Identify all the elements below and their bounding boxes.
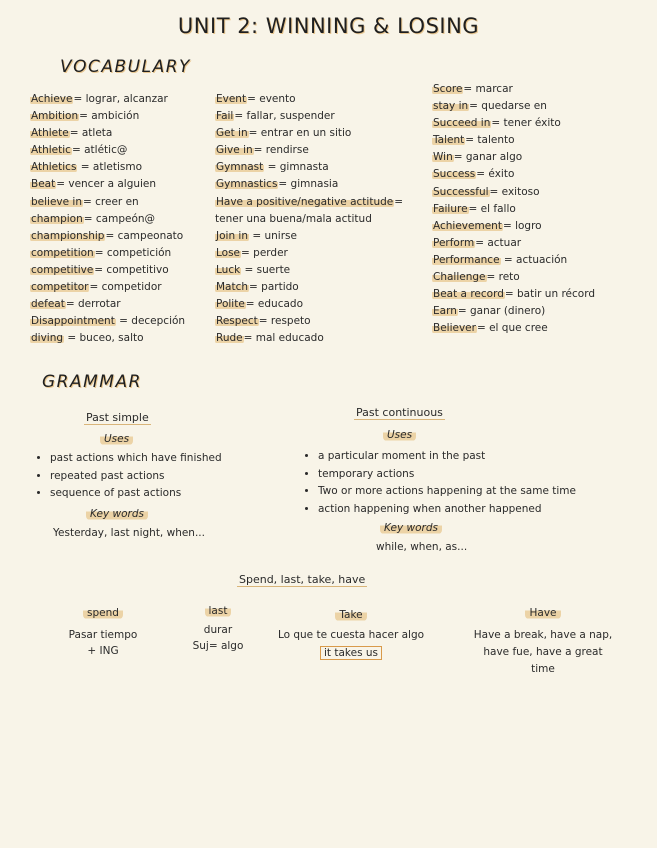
verb-have-line2: have fue, have a great time (483, 646, 603, 675)
vocab-definition: = suerte (241, 263, 291, 276)
past-continuous-key-words-label: Key words (380, 522, 442, 534)
vocab-item (432, 269, 595, 286)
vocab-definition: = lograr, alcanzar (73, 93, 168, 105)
vocab-term: Beat (31, 178, 56, 191)
vocab-term: Failure (433, 202, 468, 215)
past-continuous-uses-label: Uses (383, 429, 416, 441)
list-item: • repeated past actions (50, 468, 222, 486)
past-simple-uses-list (32, 450, 222, 503)
list-item: • action happening when another happened (318, 501, 576, 519)
vocab-term: Succeed in (433, 117, 491, 130)
vocab-item (30, 211, 185, 228)
list-item: • sequence of past actions (50, 485, 222, 503)
vocab-item (432, 252, 595, 269)
vocab-item (215, 245, 403, 262)
vocab-term: Believer (433, 322, 476, 335)
vocab-definition: = ambición (79, 110, 140, 123)
past-simple-title: Past simple (86, 411, 149, 424)
verbs-heading (237, 573, 367, 586)
list-item: • a particular moment in the past (318, 448, 576, 466)
vocab-item (30, 330, 185, 347)
vocab-item (215, 296, 403, 313)
verb-have-label: Have (525, 607, 560, 619)
vocab-item (432, 132, 595, 149)
vocab-term: Achieve (31, 93, 73, 105)
vocab-item (432, 98, 595, 115)
vocab-item (432, 201, 595, 218)
vocab-definition: = exitoso (489, 185, 540, 198)
vocab-item (215, 91, 403, 108)
vocab-term: competitive (31, 263, 94, 276)
vocab-definition: = gimnasia (278, 178, 339, 191)
vocab-item (215, 330, 403, 347)
verb-take-line1: Lo que te cuesta hacer algo (277, 629, 425, 641)
vocab-item (30, 279, 185, 296)
vocab-term: Polite (216, 298, 245, 311)
vocab-item (30, 228, 185, 245)
vocab-item (215, 279, 403, 296)
vocab-term: Fail (216, 110, 234, 123)
vocab-term: defeat (31, 298, 65, 311)
past-continuous-key-words: while, when, as... (376, 541, 468, 553)
vocab-item (215, 142, 403, 159)
verb-last-line1: durar (203, 624, 233, 636)
vocab-term: Beat a record (433, 288, 504, 301)
vocab-definition: tener una buena/mala actitud (215, 212, 372, 225)
vocab-item (432, 303, 595, 320)
vocab-item (215, 125, 403, 142)
vocab-definition: = partido (249, 281, 299, 294)
past-continuous-heading (354, 406, 445, 419)
vocab-definition: = campeón@ (83, 212, 156, 225)
vocab-definition: = competitivo (94, 263, 169, 276)
vocab-term: Ambition (31, 110, 79, 123)
vocab-definition: = atletismo (77, 161, 142, 174)
vocab-item (215, 176, 403, 193)
vocab-definition: = ganar (dinero) (457, 305, 546, 318)
vocab-term: Challenge (433, 271, 486, 284)
vocab-definition: = gimnasta (264, 161, 329, 174)
vocab-item (432, 184, 595, 201)
vocab-item (215, 211, 403, 228)
vocab-term: Athletics (31, 161, 77, 174)
list-item: • temporary actions (318, 466, 576, 484)
vocab-term: competitor (31, 281, 89, 294)
vocab-term: Gymnastics (216, 178, 278, 191)
vocab-definition: = entrar en un sitio (248, 127, 352, 140)
vocab-term: stay in (433, 100, 469, 113)
vocab-definition: = vencer a alguien (56, 178, 157, 191)
vocab-term: competition (31, 246, 94, 259)
past-simple-key-words: Yesterday, last night, when... (53, 527, 205, 539)
vocab-term: Give in (216, 144, 253, 157)
vocab-item (432, 115, 595, 132)
vocab-term: Get in (216, 127, 248, 140)
vocab-item (432, 218, 595, 235)
vocab-column-2 (215, 91, 403, 347)
verb-have-line1: Have a break, have a nap, (473, 629, 613, 641)
list-item: • past actions which have finished (50, 450, 222, 468)
vocab-definition: = respeto (258, 315, 311, 328)
vocab-definition: = actuar (475, 236, 522, 249)
vocab-item (30, 108, 185, 125)
vocab-item (432, 235, 595, 252)
vocab-item (432, 149, 595, 166)
vocab-column-1 (30, 91, 185, 347)
past-continuous-uses-list (300, 448, 576, 518)
vocab-item (30, 91, 185, 108)
vocab-term: Match (216, 281, 249, 294)
vocab-definition: = logro (502, 219, 542, 232)
vocab-item (30, 313, 185, 330)
vocab-term: Athlete (31, 127, 69, 140)
verb-spend-line1: Pasar tiempo (68, 629, 138, 641)
vocab-term: championship (31, 229, 105, 242)
vocab-definition: = creer en (83, 195, 139, 208)
vocab-item (215, 262, 403, 279)
vocab-term: Success (433, 168, 476, 181)
vocab-definition: = el que cree (476, 322, 548, 335)
vocab-term: Win (433, 151, 453, 164)
page-title: UNIT 2: WINNING & LOSING (177, 14, 480, 38)
vocab-item (432, 81, 595, 98)
vocab-item (30, 296, 185, 313)
vocab-definition: = atlétic@ (71, 144, 128, 157)
vocab-definition: = rendirse (253, 144, 309, 157)
vocab-term: Respect (216, 315, 258, 328)
vocab-term: Have a positive/negative actitude (216, 195, 394, 208)
vocab-term: Achievement (433, 219, 502, 232)
vocab-term: Score (433, 83, 463, 95)
vocab-item (30, 262, 185, 279)
vocab-definition: = éxito (476, 168, 515, 181)
vocab-item (215, 194, 403, 211)
vocab-definition: = quedarse en (469, 100, 547, 113)
vocab-item (432, 320, 595, 337)
vocab-term: Gymnast (216, 161, 264, 174)
past-simple-key-words-label: Key words (86, 508, 148, 520)
vocab-term: champion (31, 212, 83, 225)
vocab-term: Perform (433, 236, 475, 249)
vocab-definition: = (394, 195, 404, 208)
vocab-term: Disappointment (31, 315, 115, 328)
vocab-definition: = talento (465, 134, 515, 147)
vocab-definition: = competidor (89, 281, 162, 294)
verb-last-block (180, 605, 256, 654)
verb-last-line2: Suj= algo (192, 640, 244, 652)
vocab-term: diving (31, 332, 64, 345)
vocab-definition: = ganar algo (453, 151, 523, 164)
verb-spend-block (55, 607, 151, 659)
past-simple-heading (84, 411, 151, 424)
vocab-item (30, 194, 185, 211)
vocab-item (30, 125, 185, 142)
verbs-title: Spend, last, take, have (239, 573, 366, 586)
vocab-item (432, 166, 595, 183)
vocab-definition: = marcar (463, 83, 513, 95)
vocab-item (432, 286, 595, 303)
verb-take-block (275, 609, 427, 662)
vocab-item (30, 159, 185, 176)
verb-last-label: last (205, 605, 232, 617)
vocab-term: Earn (433, 305, 457, 318)
vocab-definition: = campeonato (105, 229, 184, 242)
vocab-item (215, 108, 403, 125)
vocab-definition: = evento (247, 93, 296, 105)
vocab-definition: = actuación (500, 253, 568, 266)
vocab-item (30, 245, 185, 262)
vocab-item (215, 228, 403, 245)
vocab-item (215, 159, 403, 176)
verb-take-line2: it takes us (320, 646, 382, 660)
vocab-definition: = educado (245, 298, 304, 311)
vocab-definition: = perder (241, 246, 288, 259)
vocab-term: Successful (433, 185, 489, 198)
vocab-term: Luck (216, 263, 241, 276)
list-item: • Two or more actions happening at the same time (318, 483, 576, 501)
vocab-definition: = reto (486, 271, 520, 284)
verb-have-block (470, 607, 616, 678)
vocab-definition: = mal educado (243, 332, 324, 345)
vocab-term: believe in (31, 195, 83, 208)
verb-spend-label: spend (83, 607, 123, 619)
vocab-item (215, 313, 403, 330)
vocab-definition: = competición (94, 246, 172, 259)
vocab-definition: = tener éxito (491, 117, 561, 130)
vocab-term: Rude (216, 332, 243, 345)
vocab-definition: = fallar, suspender (234, 110, 335, 123)
verb-spend-line2: + ING (87, 645, 119, 657)
vocab-definition: = decepción (115, 315, 186, 328)
vocab-definition: = batir un récord (504, 288, 595, 301)
vocab-column-3 (432, 81, 595, 337)
past-simple-uses-label: Uses (100, 433, 133, 445)
vocab-term: Lose (216, 246, 241, 259)
past-continuous-title: Past continuous (356, 406, 443, 419)
vocab-term: Talent (433, 134, 465, 147)
vocab-definition: = derrotar (65, 298, 121, 311)
vocab-definition: = el fallo (468, 202, 516, 215)
vocab-term: Event (216, 93, 247, 105)
verb-take-label: Take (335, 609, 366, 621)
vocab-item (30, 142, 185, 159)
vocab-definition: = atleta (69, 127, 113, 140)
vocab-definition: = unirse (249, 229, 297, 242)
vocabulary-heading: VOCABULARY (60, 57, 191, 77)
vocab-term: Join in (216, 229, 249, 242)
vocab-term: Athletic (31, 144, 71, 157)
vocab-definition: = buceo, salto (64, 332, 144, 345)
vocab-term: Performance (433, 253, 500, 266)
grammar-heading: GRAMMAR (42, 372, 142, 392)
vocab-item (30, 176, 185, 193)
